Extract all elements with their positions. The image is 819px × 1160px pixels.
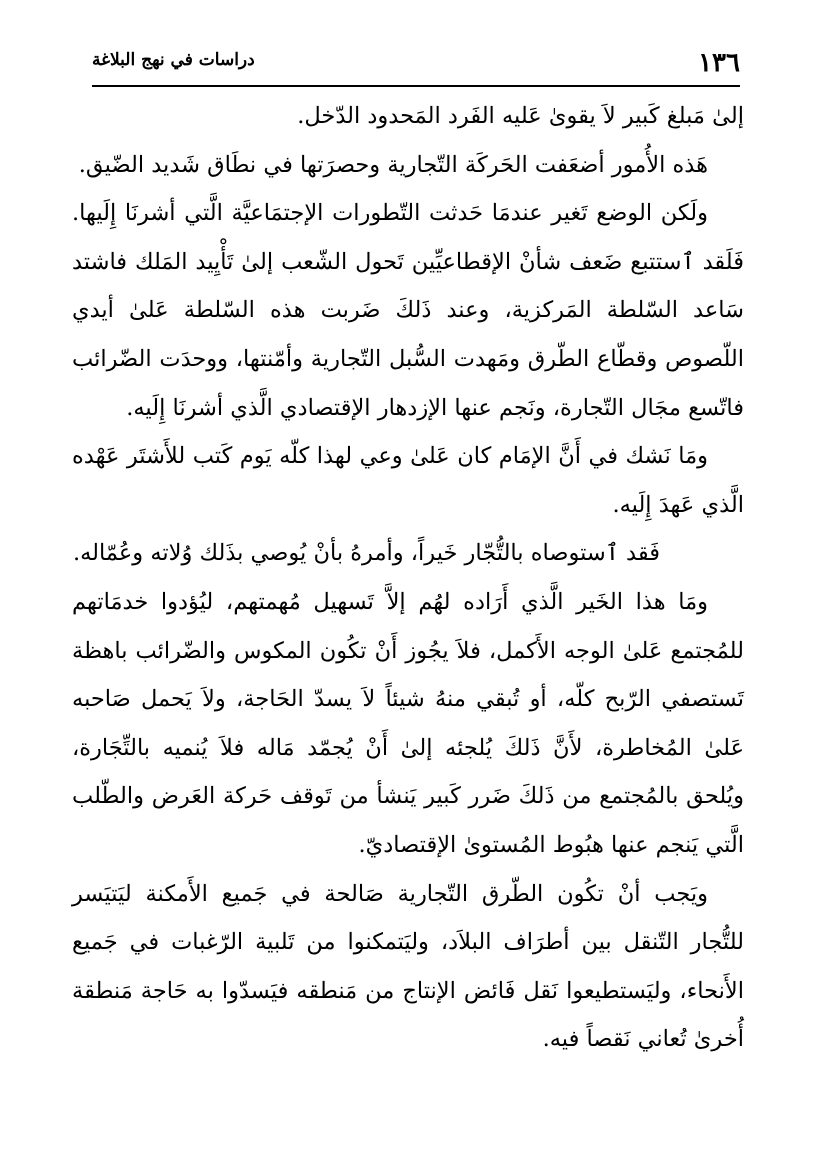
body-text bbox=[72, 92, 744, 1064]
paragraph: ولَكن الوضع تَغير عندمَا حَدثت التّطورات الإجتمَاعيَّة الَّتي أشرنَا إِلَيها. فَلَقد ٱستتبع ضَعف شأنْ الإقطاعيِّين تَحول الشّعب إلىٰ تَأْيِيد المَلك فاشتد سَاعد السّلطة المَركزية، وعند ذَلكَ ضَربت هذه السّلطة عَلىٰ أيدي اللّصوص وقطّاع الطّرق ومَهدت السُّبل التّجارية وأمّنتها، ووحدَت الضّرائب فاتّسع مجَال التّجارة، ونَجم عنها الإزدهار الإقتصادي الَّذي أشرنَا إِلَيه. bbox=[72, 200, 744, 421]
paragraph: فَقد ٱستوصاه بالتُّجّار خَيراً، وأمرهُ بأنْ يُوصي بذَلك وُلاته وعُمّاله. bbox=[72, 540, 660, 567]
running-title: دراسات في نهج البلاغة bbox=[92, 50, 255, 70]
paragraph: إلىٰ مَبلغ كَبير لاَ يقوىٰ عَليه الفَرد المَحدود الدّخل. bbox=[297, 103, 744, 129]
header-rule bbox=[92, 85, 740, 87]
paragraph: ويَجب أنْ تكُون الطّرق التّجارية صَالحة في جَميع الأَمكنة ليَتيَسر للتُّجار التّنقل بين أطرَاف البلاَد، وليَتمكنوا من تَلبية الرّغبات في جَميع الأَنحاء، وليَستطيعوا نَقل فَائض الإنتاج من مَنطقه فيَسدّوا به حَاجة مَنطقة أُخرىٰ تُعاني نَقصاً فيه. bbox=[72, 880, 744, 1053]
page-header bbox=[92, 42, 740, 90]
page-number: ١٣٦ bbox=[698, 48, 740, 78]
paragraph: ومَا نَشك في أَنَّ الإمَام كان عَلىٰ وعي لهذا كلّه يَوم كَتب للأَشتَر عَهْده الَّذي عَهدَ إِلَيه. bbox=[72, 443, 744, 518]
paragraph: ومَا هذا الخَير الَّذي أَرَاده لهُم إلاَّ تَسهيل مُهمتهم، ليُؤدوا خدمَاتهم للمُجتمع عَلىٰ الوجه الأَكمل، فلاَ يجُوز أَنْ تكُون المكوس والضّرائب باهظة تَستصفي الرّبح كلّه، أو تُبقي منهُ شيئاً لاَ يسدّ الحَاجة، ولاَ يَحمل صَاحبه عَلىٰ المُخاطرة، لأَنَّ ذَلكَ يُلجئه إلىٰ أَنْ يُجمّد مَاله فلاَ يُنميه بالتِّجَارة، ويُلحق بالمُجتمع من ذَلكَ ضَرر كَبير يَنشأ من تَوقف حَركة العَرض والطّلب الَّتي يَنجم عنها هبُوط المُستوىٰ الإقتصاديّ. bbox=[72, 588, 744, 858]
paragraph: هَذه الأُمور أضعَفت الحَركَة التّجارية وحصرَتها في نطَاق شَديد الضّيق. bbox=[78, 151, 708, 178]
